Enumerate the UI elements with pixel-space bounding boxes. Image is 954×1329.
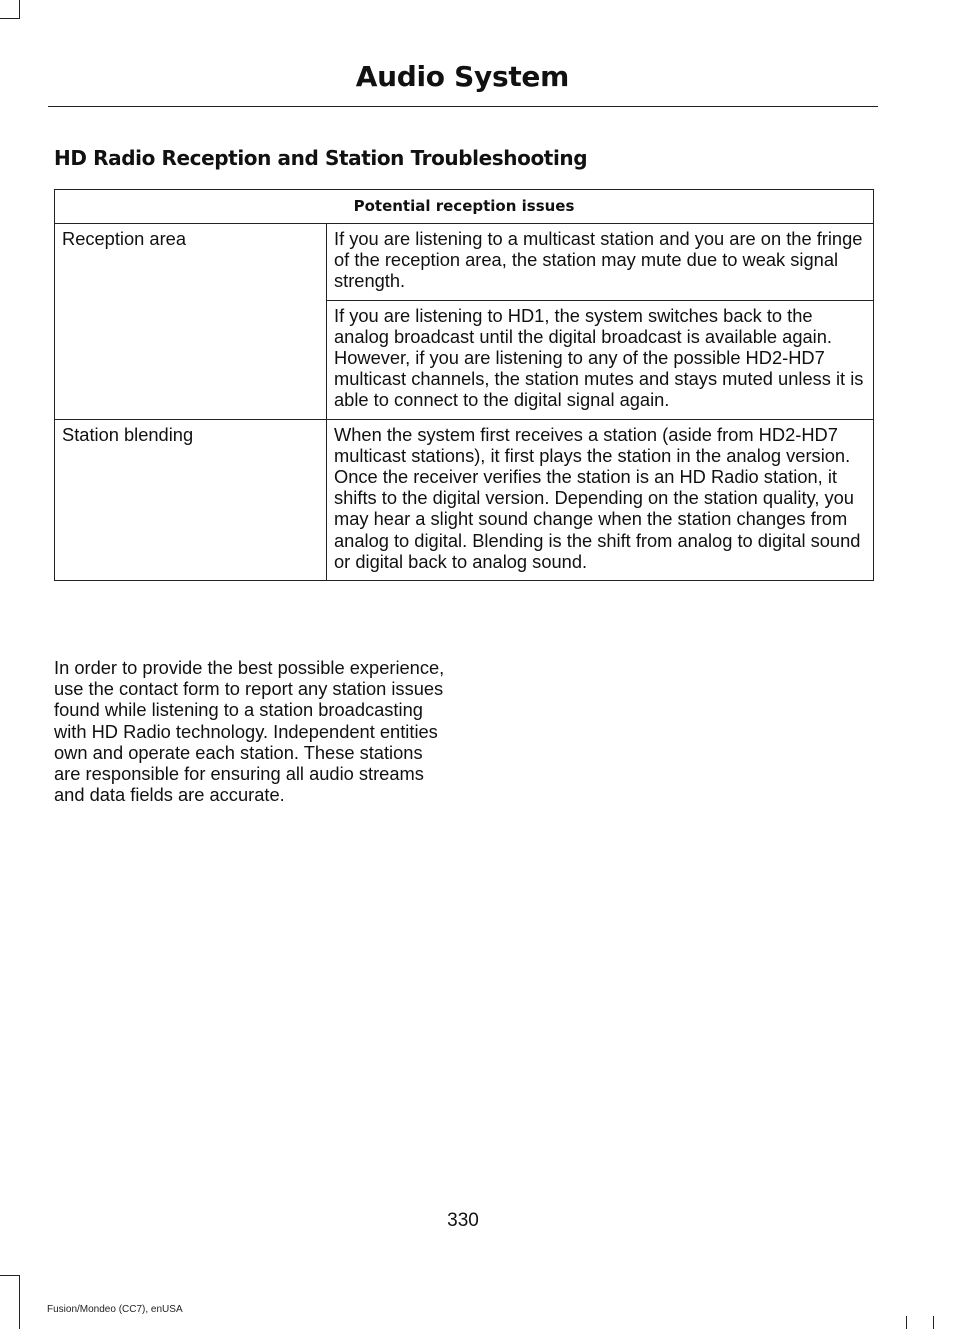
table-row [55, 419, 874, 580]
reception-issues-table [54, 189, 874, 581]
issue-label-cell: Reception area [55, 224, 327, 420]
table-caption: Potential reception issues [55, 190, 874, 224]
issue-description-cell: If you are listening to HD1, the system switches back to the analog broadcast until the digital broadcast is available again. However, if you are listening to any of the possible HD2-HD7 multicast channels, the station mutes and stays muted unless it is able to connect to the digital signal again. [327, 300, 874, 419]
publication-footer: Fusion/Mondeo (CC7), enUSA [47, 1304, 183, 1315]
page-header [48, 56, 878, 107]
issue-label-cell: Station blending [55, 419, 327, 580]
page-title: Audio System [355, 60, 569, 93]
crop-mark-bottom-left-tick [19, 1316, 20, 1329]
crop-mark-top-left-horizontal [0, 18, 20, 19]
crop-mark-bottom-left-horizontal [0, 1275, 20, 1276]
issue-description-cell: If you are listening to a multicast station and you are on the fringe of the reception area, the station may mute due to weak signal strength. [327, 224, 874, 301]
issue-description-cell: When the system first receives a station (aside from HD2-HD7 multicast stations), it first plays the station in the analog version. Once the receiver verifies the station is an HD Radio station, it shifts to the digital version. Depending on the station quality, you may hear a slight sound change when the station changes from analog to digital. Blending is the shift from analog to digital sound or digital back to analog sound. [327, 419, 874, 580]
table-row [55, 224, 874, 301]
page-number: 330 [447, 1210, 479, 1231]
crop-mark-bottom-right-tick [906, 1316, 907, 1329]
section-heading: HD Radio Reception and Station Troubleshooting [54, 146, 588, 170]
crop-mark-bottom-right-vertical [933, 1316, 934, 1329]
crop-mark-top-left-vertical [19, 0, 20, 18]
table-header-row [55, 190, 874, 224]
body-paragraph: In order to provide the best possible experience, use the contact form to report any station issues found while listening to a station broadcasting with HD Radio technology. Independent entities own and operate each station. These stations are responsible for ensuring all audio streams and data fields are accurate. [54, 657, 445, 806]
